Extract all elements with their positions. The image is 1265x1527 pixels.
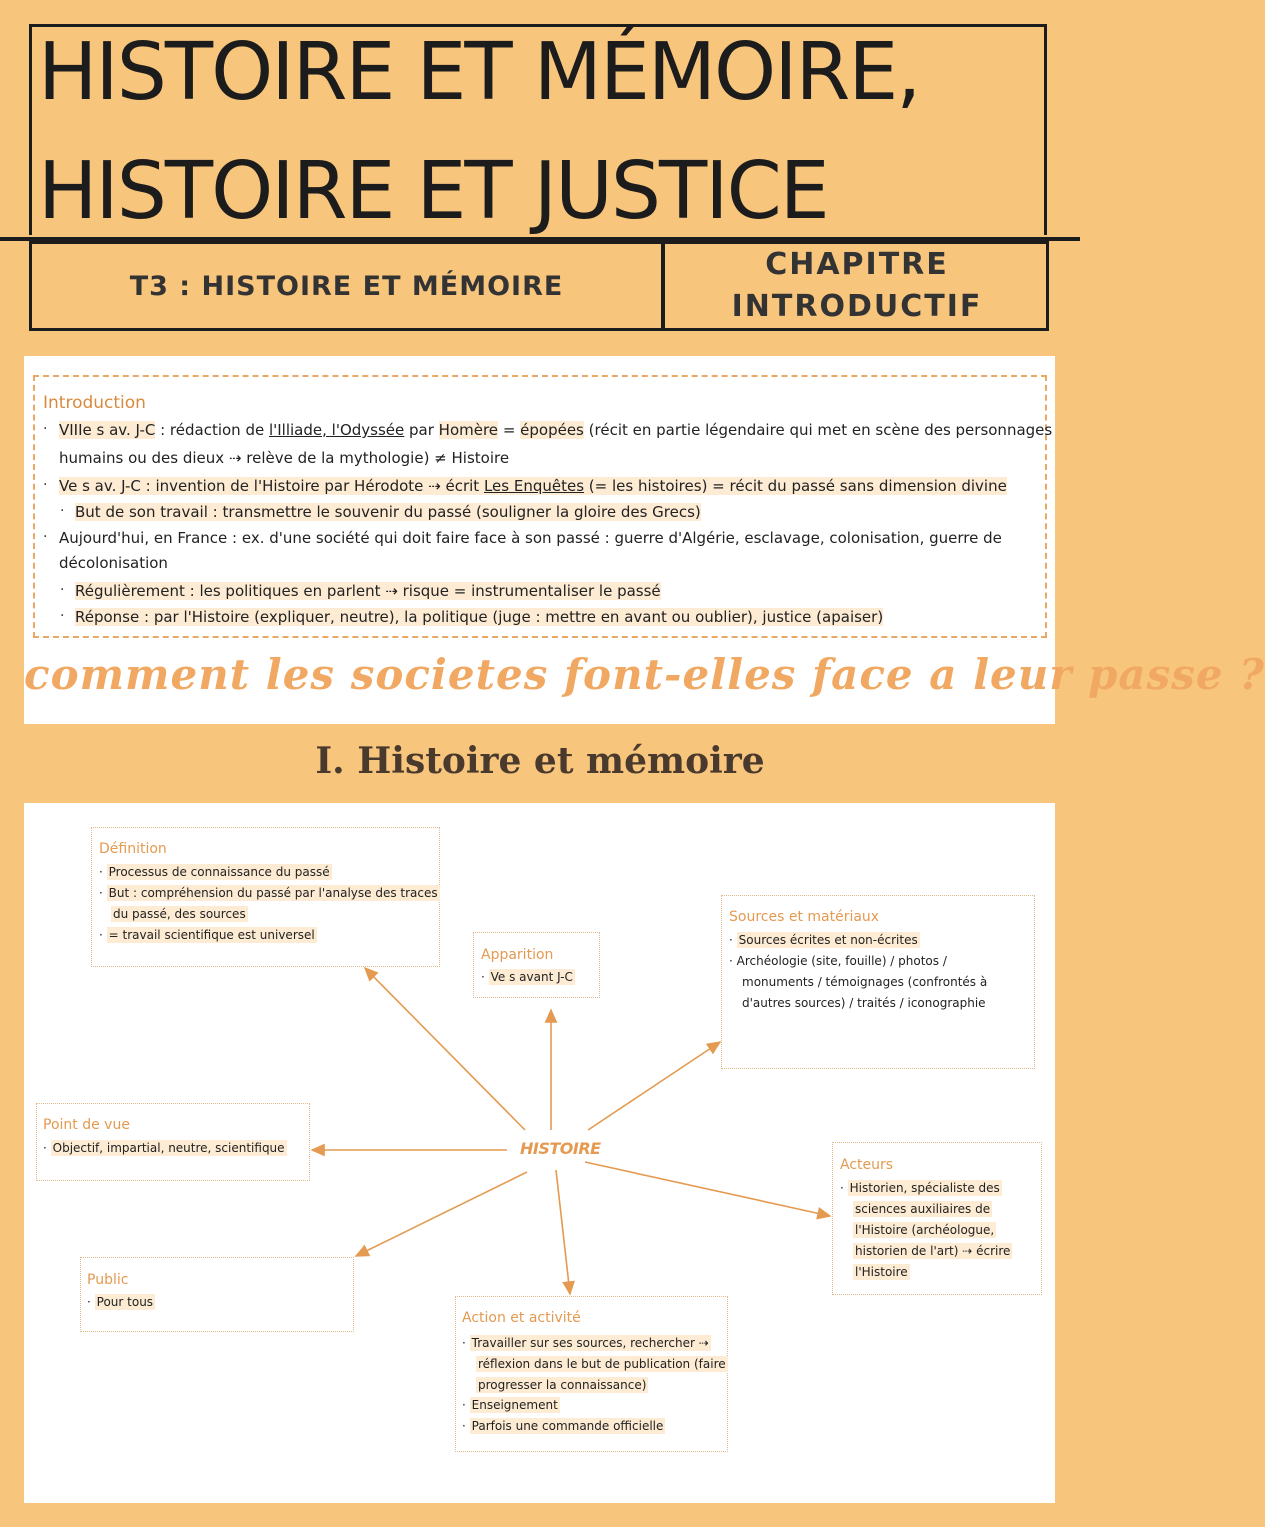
intro-text: = bbox=[498, 421, 521, 439]
problematic-question: comment les societes font-elles face a leur passe ? bbox=[24, 650, 1265, 699]
mindmap-center: HISTOIRE bbox=[520, 1139, 601, 1158]
item-text: historien de l'art) ⇢ écrire bbox=[855, 1244, 1011, 1258]
list-item bbox=[476, 1357, 728, 1371]
chapter-line-1: CHAPITRE bbox=[765, 247, 949, 282]
arrow-action bbox=[556, 1170, 570, 1294]
item-text: Travailler sur ses sources, rechercher ⇢ bbox=[471, 1336, 709, 1350]
list-item bbox=[742, 975, 987, 989]
page-title-line-2: HISTOIRE ET JUSTICE bbox=[38, 145, 828, 237]
intro-date-8: VIIIe s av. J-C bbox=[59, 421, 156, 439]
list-item: · Processus de connaissance du passé bbox=[99, 865, 330, 879]
page-title-line-1: HISTOIRE ET MÉMOIRE, bbox=[38, 26, 920, 118]
apparition-box bbox=[473, 932, 600, 998]
item-text: du passé, des sources bbox=[113, 907, 246, 921]
intro-text: par bbox=[404, 421, 439, 439]
arrow-public bbox=[356, 1172, 527, 1256]
epopees: épopées bbox=[520, 421, 584, 439]
intro-line-5: Aujourd'hui, en France : ex. d'une société qui doit faire face à son passé : guerre d'Algérie, esclavage, colonisation, guerre de bbox=[59, 529, 1002, 547]
acteurs-title: Acteurs bbox=[840, 1157, 894, 1173]
list-item: · Sources écrites et non-écrites bbox=[729, 933, 918, 947]
bullet-icon: · bbox=[60, 503, 65, 519]
bullet-icon: · bbox=[60, 582, 65, 598]
list-item: · Travailler sur ses sources, rechercher ⇢ bbox=[462, 1336, 709, 1350]
item-text: Objectif, impartial, neutre, scientifique bbox=[52, 1141, 285, 1155]
item-text: Historien, spécialiste des bbox=[849, 1181, 1000, 1195]
item-text: Enseignement bbox=[471, 1398, 558, 1412]
list-item: · Enseignement bbox=[462, 1398, 558, 1412]
list-item bbox=[853, 1202, 992, 1216]
list-item bbox=[853, 1223, 996, 1237]
homere: Homère bbox=[438, 421, 499, 439]
arrow-sources bbox=[588, 1042, 720, 1130]
action-title: Action et activité bbox=[462, 1310, 581, 1326]
item-text: monuments / témoignages (confrontés à bbox=[742, 975, 988, 989]
point-de-vue-title: Point de vue bbox=[43, 1117, 130, 1133]
list-item: · Archéologie (site, fouille) / photos / bbox=[729, 954, 947, 968]
section-title: I. Histoire et mémoire bbox=[315, 740, 765, 782]
list-item bbox=[742, 996, 986, 1010]
theme-subtitle: T3 : HISTOIRE ET MÉMOIRE bbox=[129, 270, 564, 302]
item-text: = travail scientifique est universel bbox=[108, 928, 315, 942]
item-text: d'autres sources) / traités / iconographie bbox=[742, 996, 986, 1010]
list-item: · But : compréhension du passé par l'analyse des traces bbox=[99, 886, 438, 900]
list-item: · Ve s avant J-C bbox=[481, 970, 573, 984]
intro-line-4: But de son travail : transmettre le souvenir du passé (souligner la gloire des Grecs) bbox=[75, 503, 701, 521]
bullet-icon: · bbox=[43, 421, 48, 437]
item-text: l'Histoire bbox=[855, 1265, 908, 1279]
intro-text: : rédaction de bbox=[155, 421, 269, 439]
bullet-icon: · bbox=[43, 529, 48, 545]
item-text: réflexion dans le but de publication (faire bbox=[478, 1357, 726, 1371]
bullet-icon: · bbox=[60, 608, 65, 624]
intro-title: Introduction bbox=[43, 393, 146, 413]
intro-line-2: humains ou des dieux ⇢ relève de la mythologie) ≠ Histoire bbox=[59, 449, 510, 467]
intro-line-6: décolonisation bbox=[59, 554, 168, 572]
list-item: · Pour tous bbox=[87, 1295, 154, 1309]
item-text: sciences auxiliaires de bbox=[855, 1202, 991, 1216]
item-text: Ve s avant J-C bbox=[490, 970, 573, 984]
list-item bbox=[853, 1244, 1012, 1258]
intro-text: (= les histoires) = récit du passé sans dimension divine bbox=[584, 477, 1007, 495]
sources-title: Sources et matériaux bbox=[729, 909, 880, 925]
intro-line-7: Régulièrement : les politiques en parlent ⇢ risque = instrumentaliser le passé bbox=[75, 582, 661, 600]
public-title: Public bbox=[87, 1272, 129, 1288]
bullet-icon: · bbox=[43, 477, 48, 493]
item-text: Sources écrites et non-écrites bbox=[738, 933, 918, 947]
intro-text: Ve s av. J-C : invention de l'Histoire par Hérodote ⇢ écrit bbox=[59, 477, 484, 495]
les-enquetes: Les Enquêtes bbox=[483, 477, 585, 495]
apparition-title: Apparition bbox=[481, 947, 554, 963]
item-text: Archéologie (site, fouille) / photos / bbox=[736, 954, 947, 968]
list-item: · = travail scientifique est universel bbox=[99, 928, 315, 942]
item-text: But : compréhension du passé par l'analyse des traces bbox=[108, 886, 438, 900]
list-item bbox=[853, 1265, 910, 1279]
list-item: · Objectif, impartial, neutre, scientifique bbox=[43, 1141, 285, 1155]
item-text: l'Histoire (archéologue, bbox=[855, 1223, 995, 1237]
iliade-odyssee: l'Illiade, l'Odyssée bbox=[268, 421, 405, 439]
intro-text: (récit en partie légendaire qui met en scène des personnages bbox=[583, 421, 1053, 439]
list-item bbox=[111, 907, 248, 921]
item-text: Pour tous bbox=[96, 1295, 154, 1309]
list-item: · Parfois une commande officielle bbox=[462, 1419, 664, 1433]
item-text: Parfois une commande officielle bbox=[471, 1419, 664, 1433]
intro-line-8: Réponse : par l'Histoire (expliquer, neutre), la politique (juge : mettre en avant ou oublier), justice (apaiser) bbox=[75, 608, 884, 626]
definition-title: Définition bbox=[99, 841, 167, 857]
arrow-acteurs bbox=[585, 1162, 830, 1216]
list-item: · Historien, spécialiste des bbox=[840, 1181, 1000, 1195]
list-item bbox=[476, 1378, 648, 1392]
item-text: progresser la connaissance) bbox=[478, 1378, 647, 1392]
chapter-line-2: INTRODUCTIF bbox=[731, 289, 983, 324]
item-text: Processus de connaissance du passé bbox=[108, 865, 330, 879]
